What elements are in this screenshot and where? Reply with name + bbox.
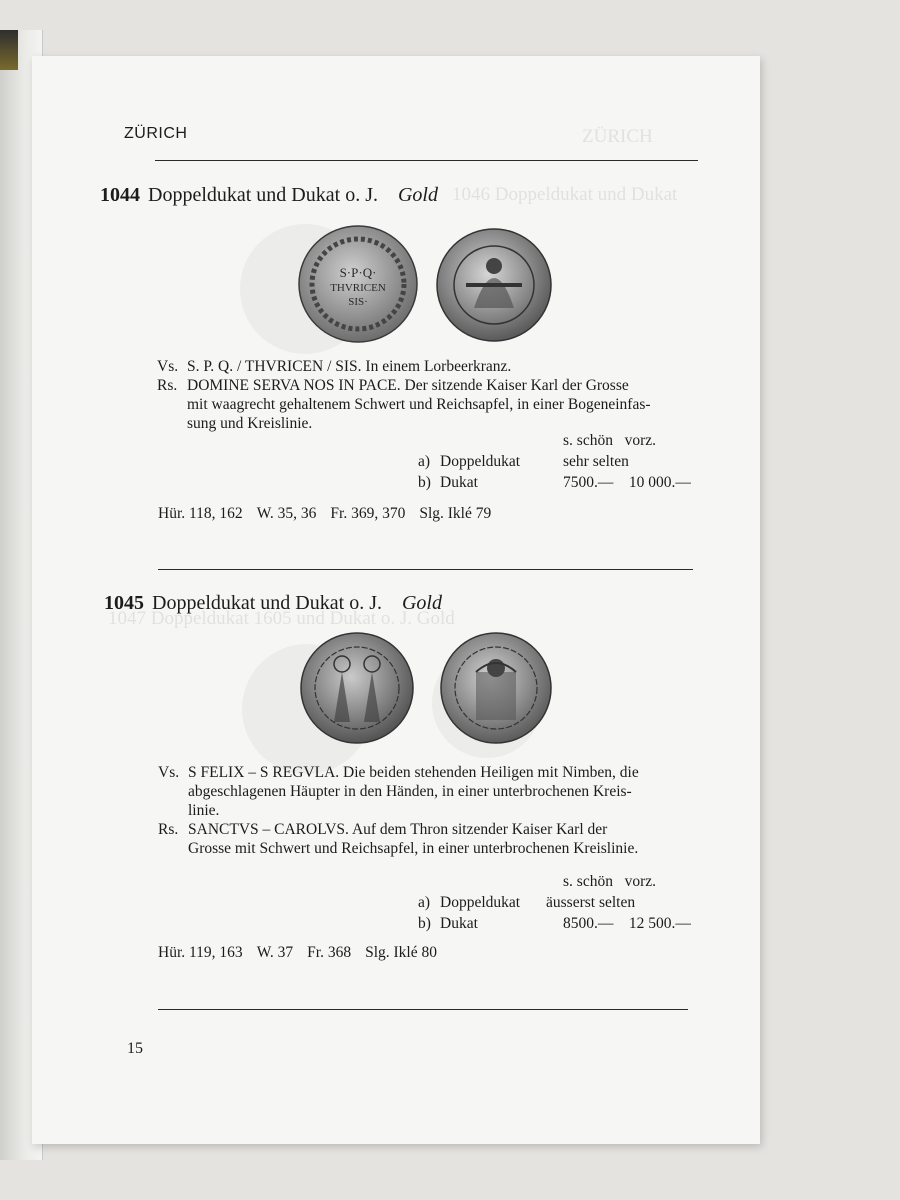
reference: Hür. 119, 163 [158,944,243,961]
running-header: ZÜRICH [124,125,188,142]
description-text: mit waagrecht gehaltenem Schwert und Reichsapfel, in einer Bogeneinfas- [187,396,651,413]
entry-rule [158,569,693,570]
svg-text:SIS·: SIS· [348,296,368,308]
description-line [158,820,607,840]
row-label: b) [418,474,431,491]
description-line [158,839,638,859]
ghost-entry-1046: 1046 Doppeldukat und Dukat [452,184,678,205]
reference: Hür. 118, 162 [158,505,243,522]
price-row [418,472,708,493]
row-values: sehr selten [563,453,629,470]
price-row [418,451,708,472]
reference: Slg. Iklé 80 [365,944,437,961]
grade-headers: s. schön vorz. [563,873,656,890]
reference: W. 37 [256,944,294,961]
grade-header-row [418,430,708,451]
row-label: a) [418,894,431,911]
binding-corner [0,30,18,70]
price-row [418,892,708,913]
row-values: 7500.— 10 000.— [563,474,691,491]
description-text: linie. [188,802,220,819]
description-line [157,395,651,415]
footer-rule [158,1009,688,1010]
description-text: Grosse mit Schwert und Reichsapfel, in einer unterbrochenen Kreislinie. [188,840,639,857]
description-text: SANCTVS – CAROLVS. Auf dem Thron sitzender Kaiser Karl der [188,821,608,838]
entry-name: Doppeldukat und Dukat o. J. [148,184,378,206]
coin-obverse-saints-icon [300,632,414,744]
description-text: sung und Kreislinie. [187,415,313,432]
row-name: Doppeldukat [440,894,521,911]
side-label: Rs. [157,377,178,394]
side-label: Vs. [157,358,179,375]
description-line [158,763,639,783]
svg-text:THVRICEN: THVRICEN [330,282,386,294]
row-name: Dukat [440,915,478,932]
row-label: b) [418,915,431,932]
row-values: äusserst selten [546,894,636,911]
references [158,505,505,523]
description-line [157,414,312,434]
row-name: Dukat [440,474,478,491]
reference: Fr. 369, 370 [330,505,406,522]
grade-header-row [418,871,708,892]
entry-name: Doppeldukat und Dukat o. J. [152,592,382,614]
description-text: DOMINE SERVA NOS IN PACE. Der sitzende Kaiser Karl der Grosse [187,377,629,394]
description-line [157,376,629,396]
page-number: 15 [127,1040,143,1057]
svg-text:S·P·Q·: S·P·Q· [339,265,377,280]
price-row [418,913,708,934]
ghost-entry-1047: 1047 Doppeldukat 1605 und Dukat o. J. Gold [108,608,455,629]
reference: Fr. 368 [307,944,352,961]
description-text: S. P. Q. / THVRICEN / SIS. In einem Lorbeerkranz. [187,358,512,375]
row-name: Doppeldukat [440,453,521,470]
price-table [418,871,708,934]
side-label: Rs. [158,821,179,838]
description-line [158,782,632,802]
entry-title [100,184,438,207]
entry-title [104,592,442,615]
description-line [158,801,219,821]
description-line [157,357,511,377]
references [158,944,451,962]
reference: W. 35, 36 [256,505,317,522]
description-text: S FELIX – S REGVLA. Die beiden stehenden Heiligen mit Nimben, die [188,764,639,781]
grade-headers: s. schön vorz. [563,432,656,449]
entry-metal: Gold [401,592,442,614]
ghost-header: ZÜRICH [582,126,653,147]
price-table [418,430,708,493]
entry-metal: Gold [397,184,438,206]
coin-obverse-wreath-icon [298,225,418,343]
coin-reverse-throne-icon [440,632,552,744]
side-label: Vs. [158,764,180,781]
row-label: a) [418,453,431,470]
row-values: 8500.— 12 500.— [563,915,691,932]
entry-number: 1044 [100,184,140,206]
header-rule [155,160,698,161]
description-text: abgeschlagenen Häupter in den Händen, in einer unterbrochenen Kreis- [188,783,632,800]
entry-number: 1045 [104,592,144,614]
reference: Slg. Iklé 79 [419,505,492,522]
coin-reverse-emperor-icon [436,228,552,342]
